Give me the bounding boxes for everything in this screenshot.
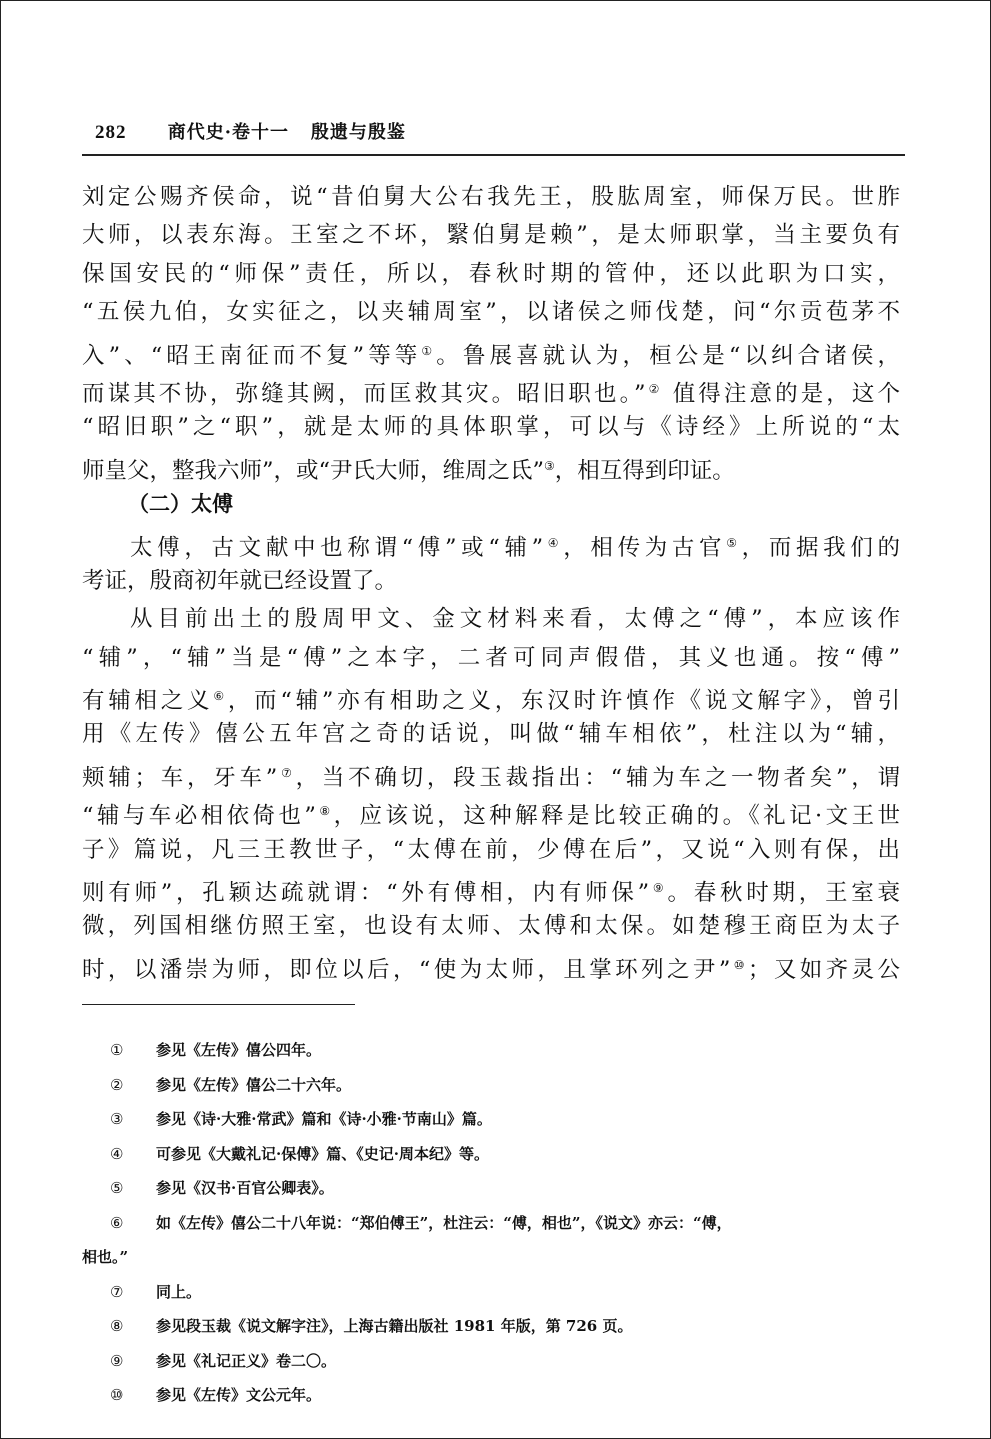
text-line: 时，以潘崇为师，即位以后，“使为太师，且掌环列之尹”⑩；又如齐灵公 <box>82 956 900 983</box>
footnote-separator <box>82 1004 355 1005</box>
footnote <box>82 1171 917 1206</box>
header-rule <box>82 154 905 156</box>
footnote-number: ⑦ <box>110 1282 124 1301</box>
footnote-number: ④ <box>110 1144 124 1163</box>
footnote <box>82 1102 917 1137</box>
text-line: 考证，殷商初年就已经设置了。 <box>82 567 398 594</box>
text-line: 保国安民的“师保”责任，所以，春秋时期的管仲，还以此职为口实， <box>82 260 900 287</box>
footnote-continuation: 相也。” <box>82 1248 129 1266</box>
footnote-number: ③ <box>110 1110 124 1128</box>
footnote <box>82 1206 917 1241</box>
footnote-number: ② <box>110 1075 124 1094</box>
footnote-text: 参见《汉书·百官公卿表》。 <box>156 1179 334 1197</box>
text-line: “辅”，“辅”当是“傅”之本字，二者可同声假借，其义也通。按“傅” <box>82 644 900 671</box>
footnote-number: ⑥ <box>110 1213 124 1232</box>
footnote-text: 参见段玉裁《说文解字注》，上海古籍出版社 1981 年版，第 726 页。 <box>156 1317 633 1335</box>
footnotes <box>82 1033 917 1413</box>
footnote-reference: ⑥ <box>213 689 228 704</box>
text-line: “昭旧职”之“职”，就是太师的具体职掌，可以与《诗经》上所说的“太 <box>82 414 900 441</box>
text-line: 师皇父，整我六师”，或“尹氏大师，维周之氐”③，相互得到印证。 <box>82 457 735 484</box>
running-header <box>95 118 406 144</box>
text-line: “辅与车必相依倚也”⑧，应该说，这种解释是比较正确的。《礼记·文王世 <box>82 803 901 830</box>
footnote-reference: ⑧ <box>315 804 334 819</box>
main-text <box>82 178 900 984</box>
footnote <box>82 1068 917 1103</box>
footnote-number: ⑨ <box>110 1351 124 1370</box>
footnote-reference: ③ <box>544 458 555 473</box>
footnote-reference: ⑦ <box>277 765 296 780</box>
text-line: 用《左传》僖公五年宫之奇的话说，叫做“辅车相依”，杜注以为“辅， <box>82 721 900 748</box>
text-line: 子》篇说，凡三王教世子，“太傅在前，少傅在后”，又说“入则有保，出 <box>82 836 900 863</box>
footnote-reference: ⑨ <box>649 881 668 896</box>
footnote-text: 如《左传》僖公二十八年说：“郑伯傅王”，杜注云：“傅，相也”，《说文》亦云：“傅， <box>156 1213 732 1232</box>
footnote-number: ⑧ <box>110 1317 124 1335</box>
text-line: 从目前出土的殷周甲文、金文材料来看，太傅之“傅”，本应该作 <box>130 606 900 633</box>
footnote-reference: ⑤ <box>726 535 742 550</box>
footnote-text: 同上。 <box>156 1282 202 1301</box>
text-line: 太傅，古文献中也称谓“傅”或“辅”④，相传为古官⑤，而据我们的 <box>130 534 900 561</box>
footnote-reference: ① <box>421 343 437 358</box>
footnote <box>82 1378 917 1413</box>
footnote-reference: ④ <box>543 535 564 550</box>
footnote <box>82 1137 917 1172</box>
text-line: 颊辅；车，牙车”⑦，当不确切，段玉裁指出：“辅为车之一物者矣”，谓 <box>82 764 900 791</box>
running-title: 商代史·卷十一 殷遗与殷鉴 <box>167 122 406 143</box>
text-line: 而谋其不协，弥缝其阙，而匡救其灾。昭旧职也。”② 值得注意的是，这个 <box>82 380 900 407</box>
footnote-text: 可参见《大戴礼记·保傅》篇、《史记·周本纪》等。 <box>156 1144 489 1163</box>
footnote-number: ① <box>110 1041 124 1059</box>
text-line: 刘定公赐齐侯命，说“昔伯舅大公右我先王，股肱周室，师保万民。世胙 <box>82 184 900 210</box>
footnote-text: 参见《左传》僖公四年。 <box>156 1041 322 1059</box>
footnote-text: 参见《左传》文公元年。 <box>156 1386 322 1404</box>
footnote <box>82 1275 917 1310</box>
footnote-text: 参见《礼记正义》卷二〇。 <box>156 1351 337 1370</box>
section-heading: （二）太傅 <box>128 492 233 517</box>
text-line: “五侯九伯，女实征之，以夹辅周室”，以诸侯之师伐楚，问“尔贡苞茅不 <box>82 299 900 326</box>
footnote <box>82 1033 917 1068</box>
text-line: 则有师”，孔颖达疏就谓：“外有傅相，内有师保”⑨。春秋时期，王室衰 <box>82 880 900 907</box>
page-number: 282 <box>95 122 127 143</box>
text-line: 有辅相之义⑥，而“辅”亦有相助之义，东汉时许慎作《说文解字》，曾引 <box>82 688 900 715</box>
footnote-reference: ⑩ <box>730 957 748 972</box>
footnote-reference: ② <box>645 381 663 396</box>
footnote-number: ⑤ <box>110 1179 124 1197</box>
footnote <box>82 1309 917 1344</box>
text-line: 大师，以表东海。王室之不坏，繄伯舅是赖”，是太师职掌，当主要负有 <box>82 222 900 249</box>
text-line: 入”、“昭王南征而不复”等等①。鲁展喜就认为，桓公是“以纠合诸侯， <box>82 342 900 369</box>
footnote-number: ⑩ <box>110 1386 124 1404</box>
footnote-text: 参见《左传》僖公二十六年。 <box>156 1075 352 1094</box>
footnote-text: 参见《诗·大雅·常武》篇和《诗·小雅·节南山》篇。 <box>156 1110 492 1128</box>
footnote <box>82 1344 917 1379</box>
text-line: 微，列国相继仿照王室，也设有太师、太傅和太保。如楚穆王商臣为太子 <box>82 913 900 940</box>
